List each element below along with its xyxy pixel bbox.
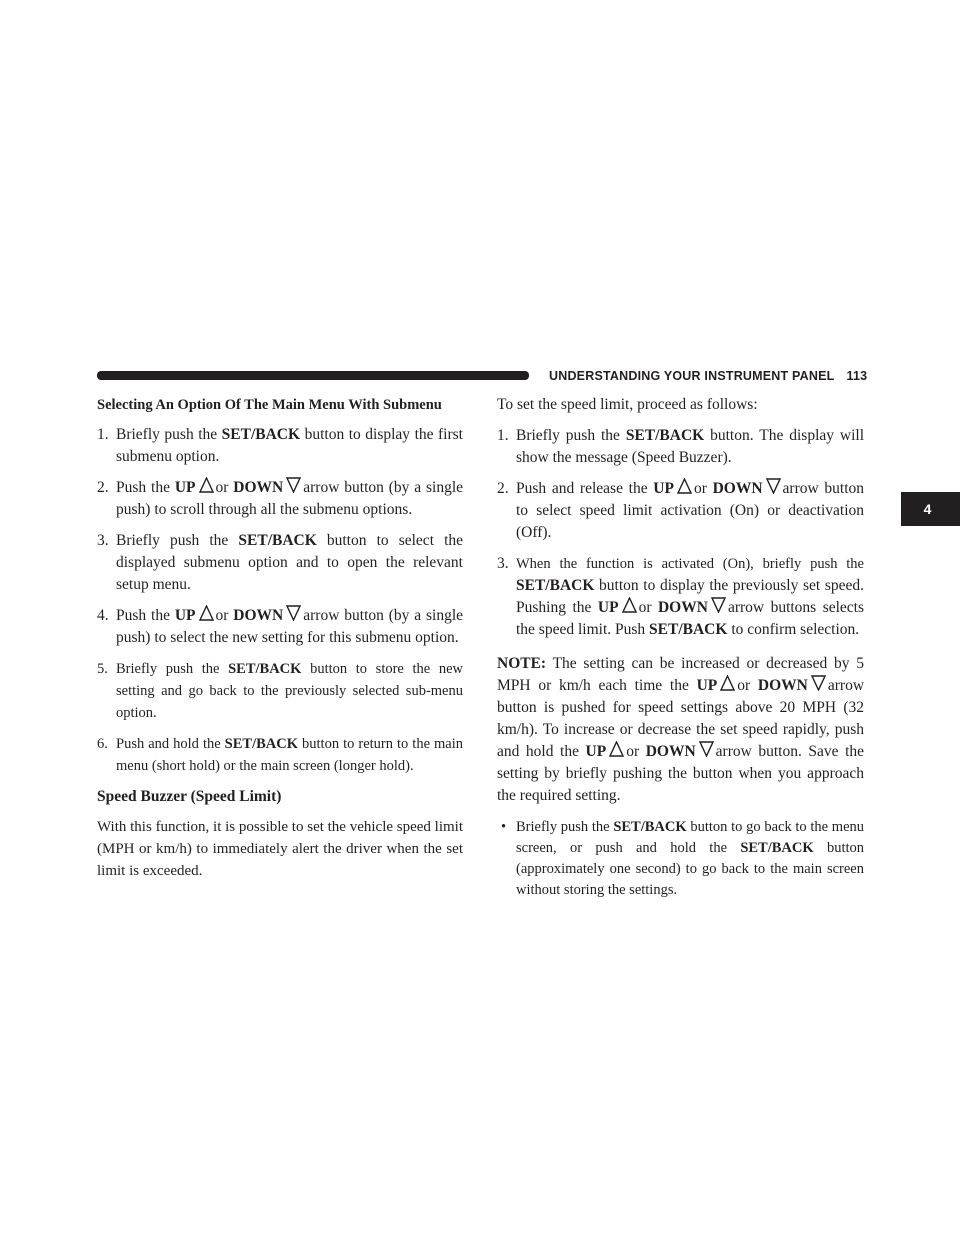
down-arrow-icon <box>711 597 726 613</box>
down-arrow-icon <box>286 477 301 493</box>
header-rule <box>97 371 529 380</box>
note-label: NOTE: <box>497 655 547 672</box>
page-number: 113 <box>846 369 868 383</box>
left-column <box>97 394 463 891</box>
bullet-marker: • <box>501 819 507 835</box>
step-item: 1. Briefly push the SET/BACK button to display the first submenu option. <box>97 426 463 465</box>
up-arrow-icon <box>622 597 637 613</box>
up-arrow-icon <box>677 478 692 494</box>
running-header <box>549 369 868 383</box>
step-item: 1. Briefly push the SET/BACK button. The display will show the message (Speed Buzzer). <box>497 427 865 466</box>
header-title: UNDERSTANDING YOUR INSTRUMENT PANEL <box>549 369 835 383</box>
right-column <box>497 394 864 901</box>
step-item: 3. When the function is activated (On), briefly push the SET/BACK button to display the previously set speed. Pushing the UP or DOWN arrow buttons selects the speed limit. Push SET/BACK to confirm selection. <box>497 555 865 638</box>
section-heading: Selecting An Option Of The Main Menu With Submenu <box>97 397 442 413</box>
intro-text: To set the speed limit, proceed as follows: <box>497 396 758 413</box>
up-arrow-icon <box>199 477 214 493</box>
chapter-tab: 4 <box>901 492 960 526</box>
up-arrow-icon <box>720 675 735 691</box>
body-paragraph: With this function, it is possible to set the vehicle speed limit (MPH or km/h) to immediately alert the driver when the set limit is exceeded. <box>97 819 464 879</box>
down-arrow-icon <box>766 478 781 494</box>
down-arrow-icon <box>699 741 714 757</box>
note-paragraph: NOTE: The setting can be increased or decreased by 5 MPH or km/h each time the UP or DOWN arrow button is pushed for speed settings above 20 MPH (32 km/h). To increase or decrease the set speed rapidly, push and hold the UP or DOWN arrow button. Save the setting by briefly pushing the button when you approach the required setting. <box>497 655 865 804</box>
step-item: 5. Briefly push the SET/BACK button to store the new setting and go back to the previously selected sub-menu option. <box>97 661 464 721</box>
step-item: 2. Push and release the UP or DOWN arrow button to select speed limit activation (On) or deactivation (Off). <box>497 480 865 541</box>
down-arrow-icon <box>811 675 826 691</box>
up-arrow-icon <box>199 605 214 621</box>
step-item: 4. Push the UP or DOWN arrow button (by a single push) to select the new setting for this submenu option. <box>97 607 464 646</box>
subheading: Speed Buzzer (Speed Limit) <box>97 788 282 805</box>
up-arrow-icon <box>609 741 624 757</box>
bullet-item: • Briefly push the SET/BACK button to go back to the menu screen, or push and hold the SET/BACK button (approximately one second) to go back to the main screen without storing the settings. <box>497 817 864 901</box>
step-item: 2. Push the UP or DOWN arrow button (by a single push) to scroll through all the submenu options. <box>97 479 464 518</box>
step-item: 6. Push and hold the SET/BACK button to return to the main menu (short hold) or the main screen (longer hold). <box>97 736 464 774</box>
step-item: 3. Briefly push the SET/BACK button to select the displayed submenu option and to open the relevant setup menu. <box>97 532 464 593</box>
down-arrow-icon <box>286 605 301 621</box>
